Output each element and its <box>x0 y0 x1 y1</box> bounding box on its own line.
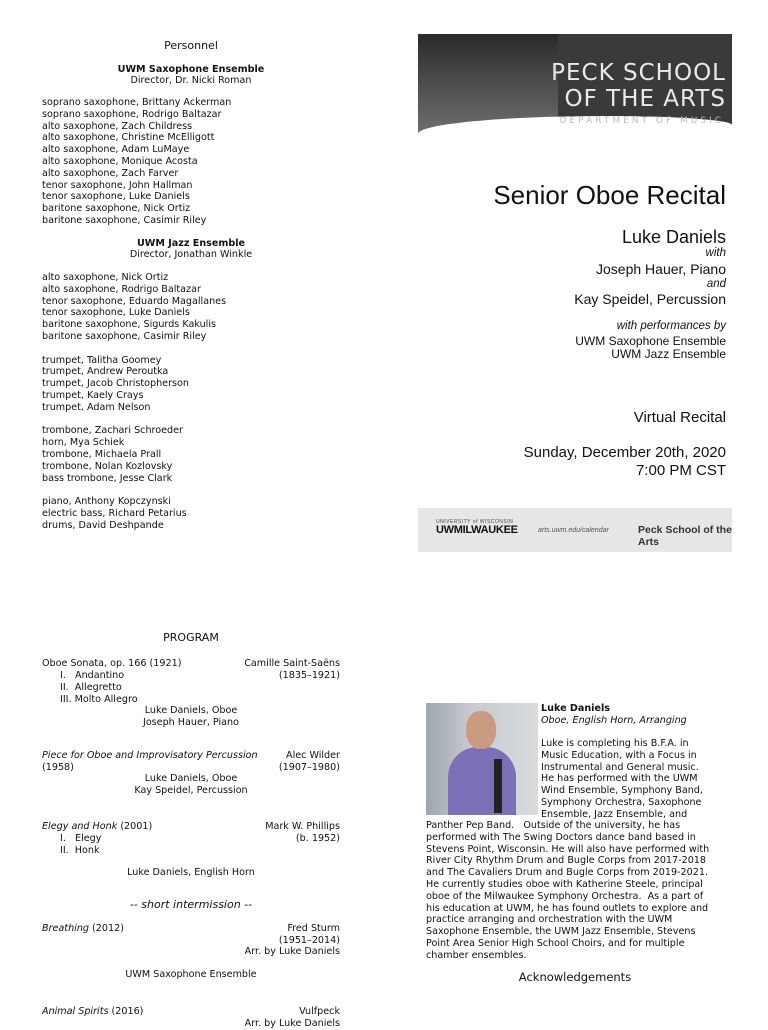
bio-line: his education at UWM, he has found outlets to explore and <box>426 902 709 914</box>
bio-line: Symphony Orchestra, Saxophone <box>541 796 702 808</box>
roster-item: tenor saxophone, Eduardo Magallanes <box>42 295 227 307</box>
roster-item: trumpet, Jacob Christopherson <box>42 378 189 390</box>
banner-line2: OF THE ARTS <box>564 86 726 112</box>
arranger: Arr. by Luke Daniels <box>244 1018 340 1029</box>
recital-format: Virtual Recital <box>633 409 726 426</box>
roster-item: alto saxophone, Christine McElligott <box>42 132 215 144</box>
roster-item: trumpet, Adam Nelson <box>42 401 151 413</box>
bio-text-wide <box>426 820 709 962</box>
roster-item: alto saxophone, Nick Ortiz <box>42 272 169 283</box>
ensemble-name: UWM Saxophone Ensemble <box>575 334 726 348</box>
performer: UWM Saxophone Ensemble <box>125 969 257 980</box>
arranger: Arr. by Luke Daniels <box>244 946 340 957</box>
with-label: with <box>705 247 726 259</box>
bio-line: Saxophone Ensemble, the UWM Jazz Ensemble, Stevens <box>426 926 696 938</box>
movement: III. Molto Allegro <box>60 694 138 705</box>
jazz-ensemble-name: UWM Jazz Ensemble <box>136 238 246 249</box>
piece-title: Breathing <box>42 923 89 934</box>
performer-name: Luke Daniels <box>621 227 726 247</box>
bio-line: Instrumental and General music. <box>541 761 699 773</box>
piece-year: (2016) <box>108 1006 144 1017</box>
with-performances-label: with performances by <box>616 320 726 332</box>
movement: I. Elegy <box>60 833 102 844</box>
university-system-label: UNIVERSITY of WISCONSIN <box>436 519 514 525</box>
bio-line: Ensemble, Jazz Ensemble, and <box>541 808 688 820</box>
roster-item: alto saxophone, Monique Acosta <box>42 155 198 167</box>
and-label: and <box>706 278 726 290</box>
performer: Luke Daniels, Oboe <box>144 773 238 784</box>
acknowledgements-heading: Acknowledgements <box>518 970 632 984</box>
recital-date: Sunday, December 20th, 2020 <box>523 444 726 461</box>
movement: II. Allegretto <box>60 682 122 693</box>
bio-line: He has performed with the UWM <box>541 773 698 785</box>
bio-line: Luke is completing his B.F.A. in <box>541 738 689 749</box>
roster-item: trombone, Nolan Kozlovsky <box>42 460 173 472</box>
recital-title: Senior Oboe Recital <box>493 180 726 210</box>
performer: Kay Speidel, Percussion <box>134 785 248 796</box>
roster-item: bass trombone, Jesse Clark <box>42 472 173 484</box>
roster-item: tenor saxophone, Luke Daniels <box>42 191 190 203</box>
piece-composer: Alec Wilder <box>286 750 340 761</box>
roster-item: alto saxophone, Zach Childress <box>42 120 193 132</box>
bio-text-narrow <box>541 738 703 821</box>
roster-item: trombone, Michaela Prall <box>42 448 162 460</box>
banner-line3: DEPARTMENT OF MUSIC <box>559 116 724 126</box>
bio-line: performed with The Swing Doctors dance band based in <box>426 831 696 843</box>
jazz-ensemble-director: Director, Jonathan Winkle <box>129 249 253 260</box>
roster-item: trumpet, Kaely Crays <box>42 389 144 401</box>
piece-heading <box>42 923 124 935</box>
roster-item: baritone saxophone, Sigurds Kakulis <box>42 319 217 331</box>
roster-item: tenor saxophone, John Hallman <box>42 179 193 191</box>
piece-composer: Camille Saint-Saëns <box>244 658 340 669</box>
bio-line: Wind Ensemble, Symphony Band, <box>541 785 703 797</box>
sax-ensemble-name: UWM Saxophone Ensemble <box>117 64 265 75</box>
personnel-heading: Personnel <box>164 39 218 52</box>
roster-item: baritone saxophone, Casimir Riley <box>42 214 207 226</box>
photo-oboe <box>494 759 502 813</box>
photo-figure-body <box>448 747 516 815</box>
bio-line: Stevens Point, Wisconsin. He will also have performed with <box>426 843 710 855</box>
roster-item: trombone, Zachari Schroeder <box>42 425 183 437</box>
roster-item: trumpet, Talitha Goomey <box>42 354 162 366</box>
composer-dates: (b. 1952) <box>295 833 340 844</box>
composer-dates: (1907–1980) <box>278 762 340 773</box>
bio-line: He currently studies oboe with Katherine Steele, principal <box>426 878 703 890</box>
bio-roles: Oboe, English Horn, Arranging <box>541 715 687 726</box>
roster-item: electric bass, Richard Petarius <box>42 507 187 519</box>
roster-item: horn, Mya Schiek <box>42 437 125 449</box>
jazz-ensemble-roster <box>42 272 226 532</box>
movement: I. Andantino <box>60 670 125 681</box>
movement: II. Honk <box>60 845 100 856</box>
calendar-url: arts.uwm.edu/calendar <box>538 527 609 534</box>
bio-line: Point Area Senior High School Choirs, and for multiple <box>426 937 685 949</box>
piece-composer: Vulfpeck <box>299 1006 340 1017</box>
piece-year: (2012) <box>89 923 124 934</box>
composer-dates: (1951–2014) <box>278 935 340 946</box>
roster-item: soprano saxophone, Brittany Ackerman <box>42 97 232 108</box>
piece-composer: Fred Sturm <box>287 923 340 934</box>
guest-performer: Kay Speidel, Percussion <box>574 291 726 307</box>
roster-item: alto saxophone, Rodrigo Baltazar <box>42 283 201 295</box>
photo-figure-head <box>466 711 496 749</box>
bio-name: Luke Daniels <box>541 703 610 714</box>
roster-item: soprano saxophone, Rodrigo Baltazar <box>42 108 222 120</box>
guest-performer: Joseph Hauer, Piano <box>596 261 726 277</box>
bio-line: River City Rhythm Drum and Bugle Corps from 2017-2018 <box>426 855 707 867</box>
performer-photo <box>426 703 538 815</box>
bio-line: chamber ensembles. <box>426 949 527 961</box>
bio-line: oboe of the Milwaukee Symphony Orchestra. As a part of <box>426 890 704 902</box>
roster-item: trumpet, Andrew Peroutka <box>42 366 169 378</box>
ensemble-name: UWM Jazz Ensemble <box>611 347 726 361</box>
performer: Luke Daniels, English Horn <box>127 867 255 878</box>
roster-item: alto saxophone, Zach Farver <box>42 167 179 179</box>
program-heading: PROGRAM <box>163 631 219 644</box>
roster-item: baritone saxophone, Casimir Riley <box>42 330 207 342</box>
bio-line: Music Education, with a Focus in <box>541 749 697 761</box>
sax-ensemble-roster <box>42 97 231 227</box>
school-banner <box>418 34 732 146</box>
composer-dates: (1835–1921) <box>278 670 340 681</box>
sax-ensemble-director: Director, Dr. Nicki Roman <box>130 75 252 86</box>
performer: Luke Daniels, Oboe <box>144 705 238 716</box>
piece-year: (2001) <box>117 821 153 832</box>
piece-heading <box>42 1006 143 1018</box>
recital-time: 7:00 PM CST <box>635 462 726 479</box>
piece-year: (1958) <box>42 762 74 773</box>
roster-item: piano, Anthony Kopczynski <box>42 496 171 508</box>
bio-line: practice arranging and orchestration with the UWM <box>426 914 673 926</box>
roster-item: drums, David Deshpande <box>42 519 164 531</box>
piece-title: Piece for Oboe and Improvisatory Percussion <box>42 750 258 761</box>
bio-line: and The Cavaliers Drum and Bugle Corps from 2019-2021. <box>426 867 708 879</box>
peck-school-logo-text: Peck School of the Arts <box>638 524 732 548</box>
roster-item: baritone saxophone, Nick Ortiz <box>42 203 191 215</box>
piece-composer: Mark W. Phillips <box>265 821 340 832</box>
uwm-logo-text: UWMILWAUKEE <box>436 524 518 536</box>
roster-item: tenor saxophone, Luke Daniels <box>42 307 190 319</box>
performer: Joseph Hauer, Piano <box>142 717 239 728</box>
piece-heading <box>42 821 152 833</box>
piece-title: Animal Spirits <box>42 1006 109 1017</box>
piece-title: Elegy and Honk <box>42 821 118 832</box>
piece-title: Oboe Sonata, op. 166 (1921) <box>42 658 182 669</box>
footer-logo-bar <box>418 508 732 552</box>
bio-line: Panther Pep Band. Outside of the university, he has <box>426 820 681 831</box>
banner-line1: PECK SCHOOL <box>551 60 726 86</box>
intermission: -- short intermission -- <box>129 898 253 911</box>
roster-item: alto saxophone, Adam LuMaye <box>42 144 190 156</box>
